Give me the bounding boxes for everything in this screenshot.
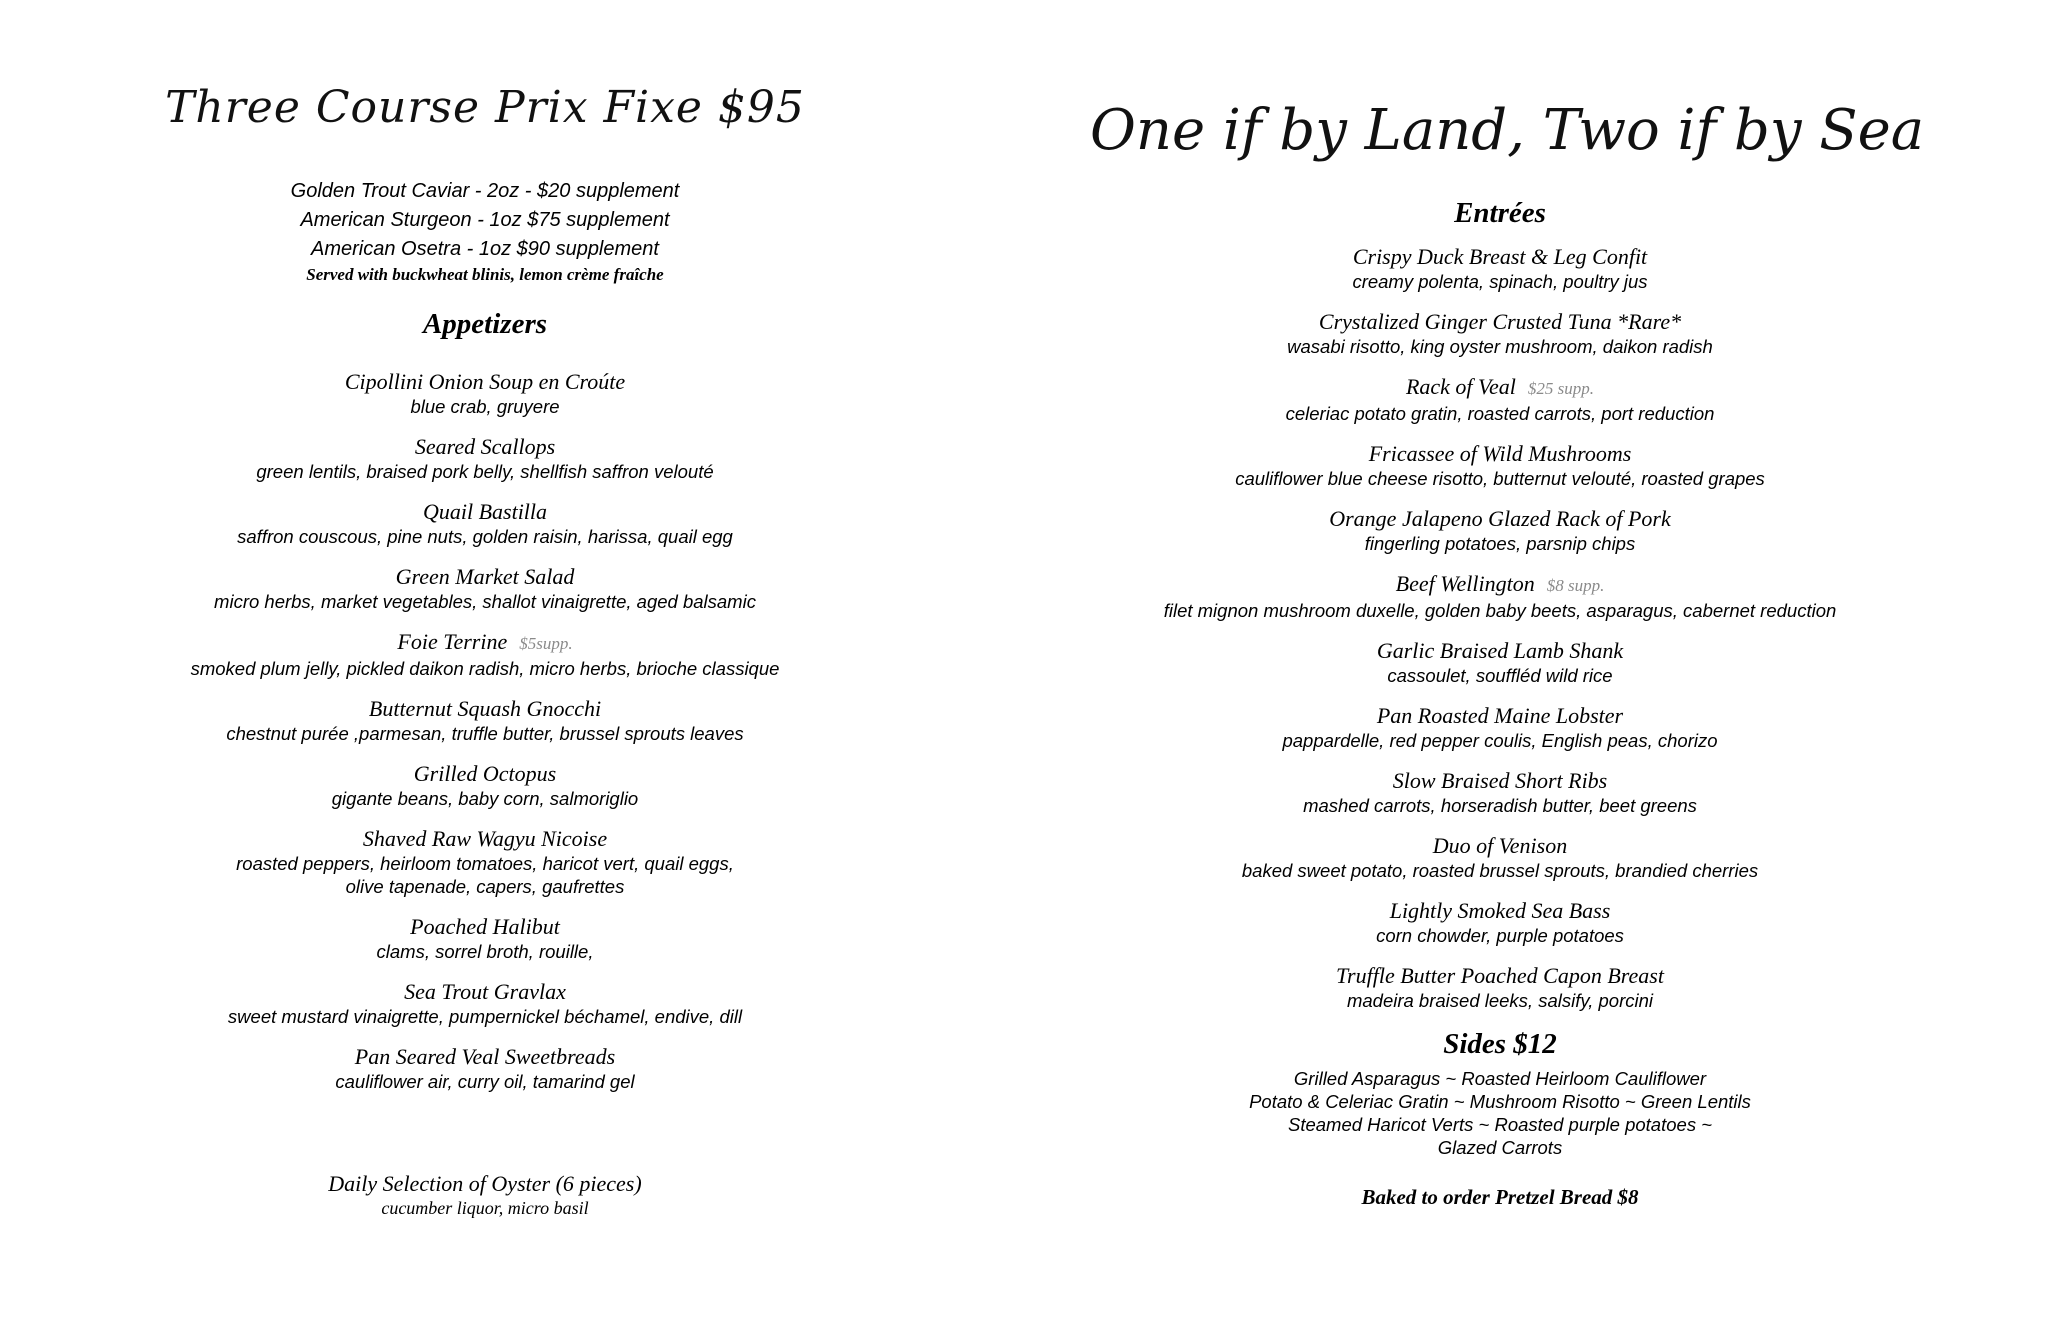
menu-item-name — [1090, 703, 1910, 729]
menu-item-description: saffron couscous, pine nuts, golden raisin, harissa, quail egg — [237, 526, 733, 547]
menu-item-name — [1090, 506, 1910, 532]
menu-item-description: corn chowder, purple potatoes — [1376, 925, 1624, 946]
menu-item-description: olive tapenade, capers, gaufrettes — [345, 876, 625, 897]
menu-item — [160, 629, 810, 680]
caviar-section — [160, 177, 810, 286]
sides-line: Potato & Celeriac Gratin ~ Mushroom Risotto ~ Green Lentils — [1249, 1091, 1751, 1112]
left-page — [160, 0, 810, 1219]
menu-item-name — [160, 914, 810, 940]
menu-item-title: Sea Trout Gravlax — [404, 979, 566, 1004]
restaurant-title: One if by Land, Two if by Sea — [1090, 98, 1925, 163]
oyster-item — [160, 1171, 810, 1219]
menu-item-name — [160, 499, 810, 525]
menu-item-title: Orange Jalapeno Glazed Rack of Pork — [1329, 506, 1671, 531]
menu-item-name — [1090, 963, 1910, 989]
menu-item-description: sweet mustard vinaigrette, pumpernickel béchamel, endive, dill — [227, 1006, 743, 1027]
menu-item-title: Green Market Salad — [395, 564, 575, 589]
menu-item — [1090, 506, 1910, 555]
sides-line: Glazed Carrots — [1437, 1137, 1563, 1158]
menu-item-title: Crystalized Ginger Crusted Tuna *Rare* — [1318, 309, 1682, 334]
menu-item — [160, 826, 810, 898]
menu-item-description: micro herbs, market vegetables, shallot vinaigrette, aged balsamic — [214, 591, 756, 612]
menu-item-title: Pan Seared Veal Sweetbreads — [354, 1044, 616, 1069]
menu-item — [1090, 309, 1910, 358]
menu-item-description: mashed carrots, horseradish butter, beet greens — [1303, 795, 1697, 816]
menu-item-description: baked sweet potato, roasted brussel sprouts, brandied cherries — [1241, 860, 1759, 881]
sides-line: Grilled Asparagus ~ Roasted Heirloom Cauliflower — [1293, 1068, 1707, 1089]
menu-item-name — [1090, 374, 1910, 402]
menu-item-title: Garlic Braised Lamb Shank — [1376, 638, 1624, 663]
menu-item — [160, 979, 810, 1028]
menu-item — [1090, 963, 1910, 1012]
menu-item-description: blue crab, gruyere — [410, 396, 560, 417]
menu-item-name — [1090, 898, 1910, 924]
menu-item-description: clams, sorrel broth, rouille, — [376, 941, 594, 962]
menu-item-name — [160, 629, 810, 657]
oyster-name: Daily Selection of Oyster (6 pieces) — [328, 1171, 642, 1196]
menu-item-name — [160, 564, 810, 590]
appetizers-heading: Appetizers — [422, 308, 548, 340]
menu-item-description: fingerling potatoes, parsnip chips — [1364, 533, 1636, 554]
entrees-list — [1090, 244, 1910, 1012]
menu-item-title: Crispy Duck Breast & Leg Confit — [1352, 244, 1648, 269]
menu-item-name — [1090, 571, 1910, 599]
menu-item-description: cauliflower air, curry oil, tamarind gel — [335, 1071, 635, 1092]
menu-item-title: Shaved Raw Wagyu Nicoise — [362, 826, 608, 851]
menu-item — [1090, 833, 1910, 882]
menu-item-title: Fricassee of Wild Mushrooms — [1368, 441, 1632, 466]
menu-item-title: Cipollini Onion Soup en Croúte — [344, 369, 626, 394]
menu-item-description: chestnut purée ,parmesan, truffle butter, brussel sprouts leaves — [226, 723, 744, 744]
menu-item-description: filet mignon mushroom duxelle, golden baby beets, asparagus, cabernet reduction — [1163, 600, 1837, 621]
menu-item — [1090, 374, 1910, 425]
menu-item — [1090, 244, 1910, 293]
oyster-description: cucumber liquor, micro basil — [381, 1198, 589, 1218]
menu-item-title: Slow Braised Short Ribs — [1392, 768, 1608, 793]
menu-item-description: roasted peppers, heirloom tomatoes, haricot vert, quail eggs, — [236, 853, 734, 874]
menu-item-name — [160, 369, 810, 395]
menu-item-title: Foie Terrine — [397, 629, 508, 654]
menu-item — [1090, 703, 1910, 752]
menu-item — [160, 499, 810, 548]
menu-item-description: madeira braised leeks, salsify, porcini — [1346, 990, 1654, 1011]
caviar-line: Golden Trout Caviar - 2oz - $20 supplement — [290, 180, 680, 202]
menu-item-title: Rack of Veal — [1405, 374, 1516, 399]
menu-item-description: pappardelle, red pepper coulis, English peas, chorizo — [1282, 730, 1718, 751]
appetizers-list — [160, 369, 810, 1093]
menu-item-description: celeriac potato gratin, roasted carrots, port reduction — [1285, 403, 1715, 424]
menu-item-description: green lentils, braised pork belly, shellfish saffron velouté — [256, 461, 714, 482]
caviar-line: American Sturgeon - 1oz $75 supplement — [300, 209, 670, 231]
menu-item-name — [1090, 833, 1910, 859]
supplement-price: $25 supp. — [1527, 379, 1595, 398]
menu-item-name — [1090, 638, 1910, 664]
entrees-heading: Entrées — [1454, 197, 1546, 229]
sides-line: Steamed Haricot Verts ~ Roasted purple potatoes ~ — [1287, 1114, 1713, 1135]
menu-item-title: Poached Halibut — [410, 914, 560, 939]
menu-item-description: cauliflower blue cheese risotto, butternut velouté, roasted grapes — [1235, 468, 1765, 489]
menu-item-title: Truffle Butter Poached Capon Breast — [1336, 963, 1664, 988]
menu-item — [160, 564, 810, 613]
menu-item-description: gigante beans, baby corn, salmoriglio — [331, 788, 639, 809]
menu-item-name — [160, 979, 810, 1005]
menu-item-title: Quail Bastilla — [422, 499, 548, 524]
menu-item — [1090, 441, 1910, 490]
menu-item-description: smoked plum jelly, pickled daikon radish, micro herbs, brioche classique — [190, 658, 780, 679]
pretzel-bread: Baked to order Pretzel Bread $8 — [1361, 1185, 1639, 1209]
menu-item — [160, 1044, 810, 1093]
sides-list — [1090, 1067, 1910, 1159]
menu-item-title: Beef Wellington — [1395, 571, 1535, 596]
sides-heading: Sides $12 — [1443, 1028, 1557, 1060]
menu-item-description: wasabi risotto, king oyster mushroom, daikon radish — [1287, 336, 1713, 357]
menu-item — [1090, 571, 1910, 622]
menu-item-name — [160, 696, 810, 722]
menu-item-title: Lightly Smoked Sea Bass — [1389, 898, 1611, 923]
menu-item-description: creamy polenta, spinach, poultry jus — [1352, 271, 1648, 292]
menu-item — [1090, 768, 1910, 817]
menu-item-name — [1090, 244, 1910, 270]
menu-item — [160, 761, 810, 810]
menu-item-title: Duo of Venison — [1432, 833, 1568, 858]
right-page — [1090, 0, 1925, 1210]
caviar-line: American Osetra - 1oz $90 supplement — [311, 238, 659, 260]
menu-item — [1090, 898, 1910, 947]
menu-item-name — [160, 826, 810, 852]
prix-fixe-title: Three Course Prix Fixe $95 — [165, 82, 805, 133]
caviar-note: Served with buckwheat blinis, lemon crème fraîche — [306, 265, 664, 284]
menu-item-name — [160, 761, 810, 787]
menu-item — [160, 914, 810, 963]
menu-item-title: Butternut Squash Gnocchi — [368, 696, 602, 721]
menu-item-title: Pan Roasted Maine Lobster — [1376, 703, 1624, 728]
menu-item-name — [1090, 768, 1910, 794]
supplement-price: $5supp. — [519, 634, 573, 653]
menu-item-title: Grilled Octopus — [413, 761, 557, 786]
menu-item-name — [160, 1044, 810, 1070]
menu-item-name — [1090, 309, 1910, 335]
menu-item — [160, 434, 810, 483]
menu-item — [1090, 638, 1910, 687]
menu-item-title: Seared Scallops — [414, 434, 556, 459]
menu-item-name — [160, 434, 810, 460]
menu-item-description: cassoulet, souffléd wild rice — [1387, 665, 1613, 686]
menu-item — [160, 696, 810, 745]
supplement-price: $8 supp. — [1546, 576, 1605, 595]
menu-item-name — [1090, 441, 1910, 467]
menu-item — [160, 369, 810, 418]
